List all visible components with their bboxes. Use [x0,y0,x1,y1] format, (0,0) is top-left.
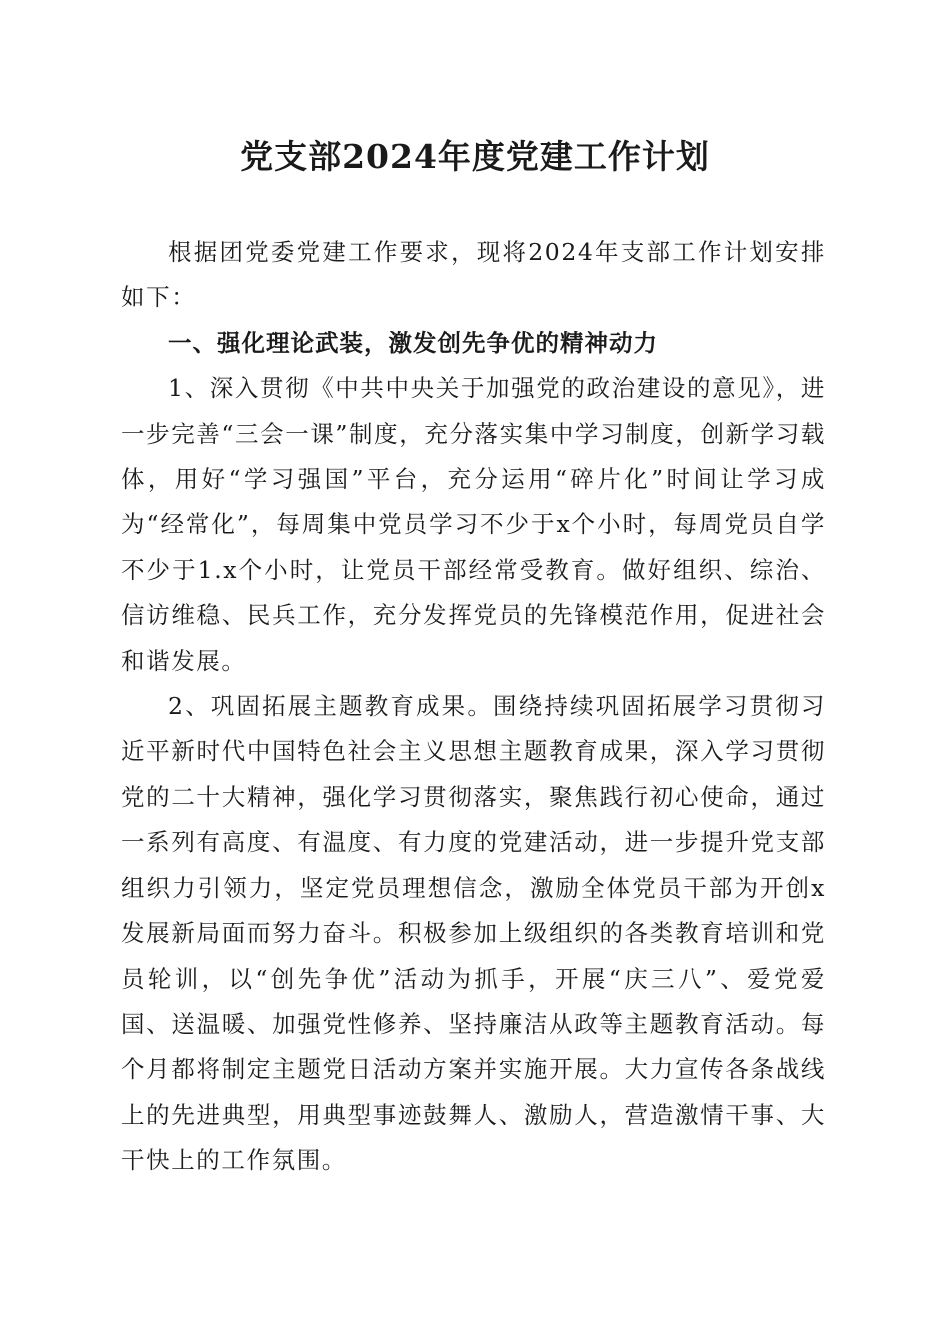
document-body [121,230,826,1184]
paragraph-1: 1、深入贯彻《中共中央关于加强党的政治建设的意见》，进一步完善“三会一课”制度，充分落实集中学习制度，创新学习载体，用好“学习强国”平台，充分运用“碎片化”时间让学习成为“经常化”，每周集中党员学习不少于x个小时，每周党员自学不少于1.x个小时，让党员干部经常受教育。做好组织、综治、信访维稳、民兵工作，充分发挥党员的先锋模范作用，促进社会和谐发展。 [121,374,826,675]
intro-paragraph: 根据团党委党建工作要求，现将2024年支部工作计划安排如下： [121,238,826,312]
paragraph-2: 2、巩固拓展主题教育成果。围绕持续巩固拓展学习贯彻习近平新时代中国特色社会主义思想主题教育成果，深入学习贯彻党的二十大精神，强化学习贯彻落实，聚焦践行初心使命，通过一系列有高度、有温度、有力度的党建活动，进一步提升党支部组织力引领力，坚定党员理想信念，激励全体党员干部为开创x发展新局面而努力奋斗。积极参加上级组织的各类教育培训和党员轮训，以“创先争优”活动为抓手，开展“庆三八”、爱党爱国、送温暖、加强党性修养、坚持廉洁从政等主题教育活动。每个月都将制定主题党日活动方案并实施开展。大力宣传各条战线上的先进典型，用典型事迹鼓舞人、激励人，营造激情干事、大干快上的工作氛围。 [121,692,826,1175]
document-title: 党支部2024年度党建工作计划 [240,137,710,176]
section-heading-1: 一、强化理论武装，激发创先争优的精神动力 [168,328,658,357]
